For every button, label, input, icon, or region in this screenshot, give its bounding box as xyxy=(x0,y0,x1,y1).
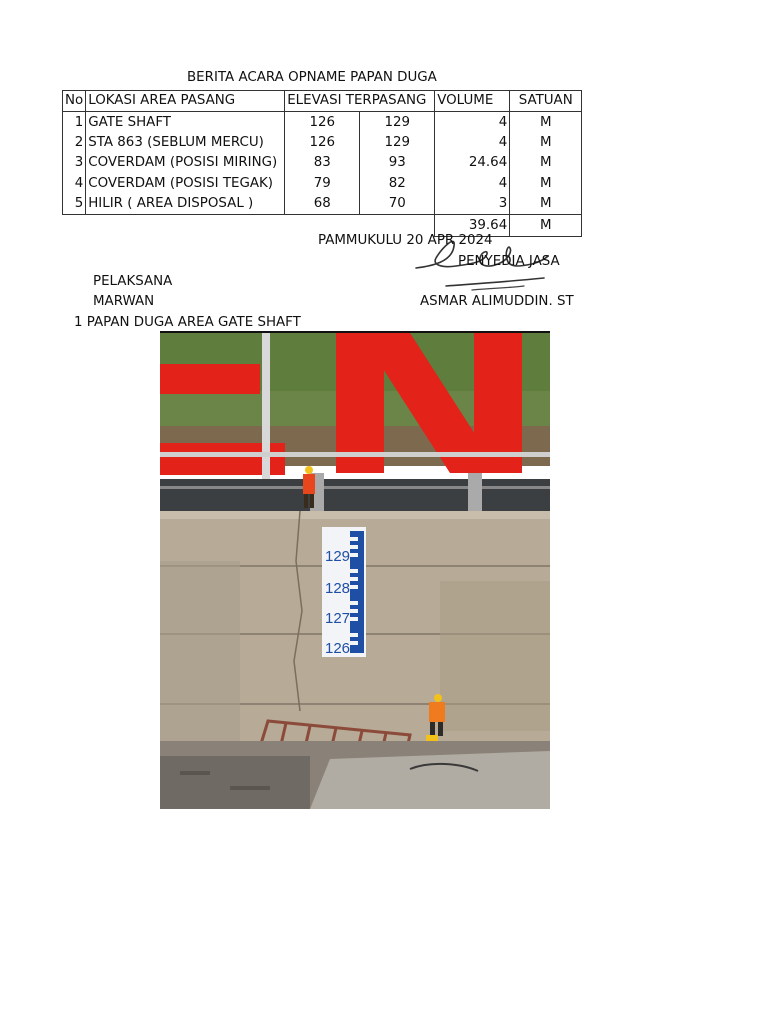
row-no: 5 xyxy=(63,194,86,215)
opname-table xyxy=(62,90,582,237)
row-lokasi: STA 863 (SEBLUM MERCU) xyxy=(86,133,285,153)
row-volume: 4 xyxy=(435,112,510,133)
header-no: No xyxy=(63,91,86,112)
row-volume: 3 xyxy=(435,194,510,215)
gauge-label: 127 xyxy=(325,610,351,627)
header-lokasi: LOKASI AREA PASANG xyxy=(86,91,285,112)
gate-shaft-photo xyxy=(160,331,550,809)
place-date: PAMMUKULU 20 APR 2024 xyxy=(318,233,493,248)
row-elev-from: 83 xyxy=(285,153,360,173)
row-elev-to: 93 xyxy=(360,153,435,173)
row-volume: 24.64 xyxy=(435,153,510,173)
gauge-label: 129 xyxy=(325,548,351,565)
gauge-label: 126 xyxy=(325,640,351,657)
row-elev-from: 126 xyxy=(285,133,360,153)
table-row xyxy=(63,194,582,215)
row-lokasi: HILIR ( AREA DISPOSAL ) xyxy=(86,194,285,215)
total-volume: 39.64 xyxy=(435,215,510,236)
table-header-row xyxy=(63,91,582,112)
row-satuan: M xyxy=(510,153,582,173)
row-no: 1 xyxy=(63,112,86,133)
gauge-label: 128 xyxy=(325,580,351,597)
row-elev-to: 70 xyxy=(360,194,435,215)
document-title: BERITA ACARA OPNAME PAPAN DUGA xyxy=(187,70,437,85)
row-lokasi: GATE SHAFT xyxy=(86,112,285,133)
row-elev-from: 126 xyxy=(285,112,360,133)
row-elev-from: 68 xyxy=(285,194,360,215)
row-no: 4 xyxy=(63,174,86,194)
row-lokasi: COVERDAM (POSISI MIRING) xyxy=(86,153,285,173)
row-volume: 4 xyxy=(435,174,510,194)
table-row xyxy=(63,133,582,153)
row-satuan: M xyxy=(510,112,582,133)
row-elev-from: 79 xyxy=(285,174,360,194)
row-no: 2 xyxy=(63,133,86,153)
row-elev-to: 129 xyxy=(360,133,435,153)
table-row xyxy=(63,174,582,194)
row-no: 3 xyxy=(63,153,86,173)
row-satuan: M xyxy=(510,194,582,215)
table-row xyxy=(63,112,582,133)
row-volume: 4 xyxy=(435,133,510,153)
row-satuan: M xyxy=(510,133,582,153)
header-elevasi: ELEVASI TERPASANG xyxy=(285,91,435,112)
row-lokasi: COVERDAM (POSISI TEGAK) xyxy=(86,174,285,194)
header-volume: VOLUME xyxy=(435,91,510,112)
total-satuan: M xyxy=(510,215,582,236)
penyedia-label: PENYEDIA JASA xyxy=(458,254,560,269)
pelaksana-label: PELAKSANA xyxy=(93,274,173,289)
penyedia-name: ASMAR ALIMUDDIN. ST xyxy=(420,294,574,309)
pelaksana-name: MARWAN xyxy=(93,294,155,309)
row-satuan: M xyxy=(510,174,582,194)
header-satuan: SATUAN xyxy=(510,91,582,112)
row-elev-to: 129 xyxy=(360,112,435,133)
table-row xyxy=(63,153,582,173)
photo-caption: 1 PAPAN DUGA AREA GATE SHAFT xyxy=(74,315,301,330)
row-elev-to: 82 xyxy=(360,174,435,194)
